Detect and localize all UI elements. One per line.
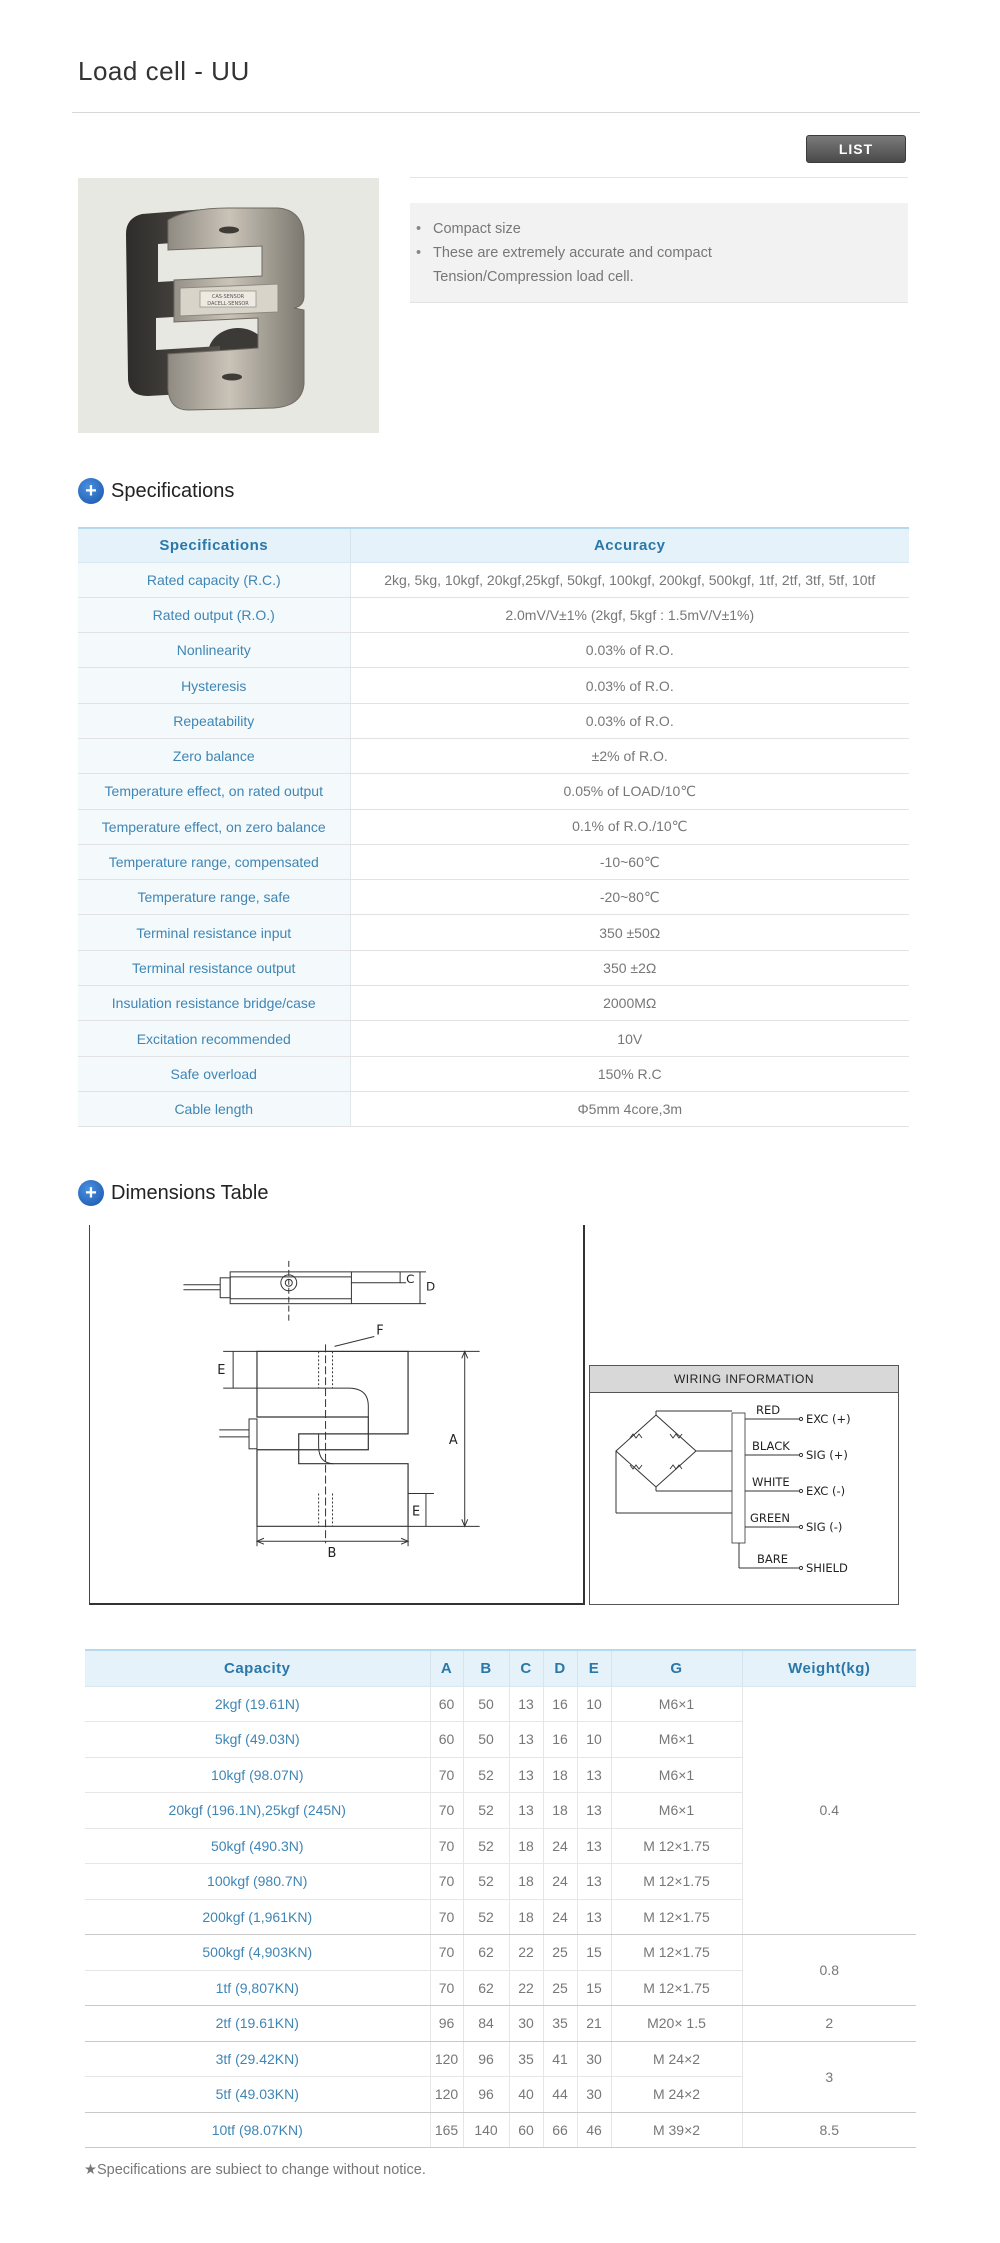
dimension-cell: 70 (430, 1864, 463, 1900)
intro-bullet-cont: Tension/Compression load cell. (433, 269, 634, 285)
spec-row (78, 1091, 909, 1126)
dimension-cell: 13 (509, 1793, 543, 1829)
dimension-cell: 96 (463, 2041, 509, 2077)
info-top-rule (410, 177, 908, 178)
weight-cell: 2 (742, 2006, 916, 2042)
dimension-cell: 62 (463, 1935, 509, 1971)
dimension-cell: 60 (430, 1686, 463, 1722)
dimension-cell: M 39×2 (611, 2112, 742, 2148)
brand-text: DACELL·SENSOR (207, 301, 249, 307)
dimension-cell: 70 (430, 1899, 463, 1935)
spec-label: Hysteresis (78, 668, 350, 703)
dimension-label: D (425, 1279, 436, 1294)
dimension-cell: 60 (509, 2112, 543, 2148)
spec-row (78, 809, 909, 844)
wire-color: RED (756, 1403, 781, 1417)
capacity-cell: 3tf (29.42KN) (85, 2041, 430, 2077)
dimension-cell: 40 (509, 2077, 543, 2113)
weight-cell: 0.8 (742, 1935, 916, 2006)
dimension-label: B (327, 1546, 337, 1562)
spec-value: 0.03% of R.O. (350, 668, 909, 703)
intro-box (410, 203, 908, 303)
wire-color: GREEN (750, 1511, 791, 1525)
capacity-cell: 2tf (19.61KN) (85, 2006, 430, 2042)
dimension-cell: 62 (463, 1970, 509, 2006)
dimension-cell: 30 (577, 2077, 611, 2113)
dimension-cell: 84 (463, 2006, 509, 2042)
section-heading-dimensions (78, 1179, 269, 1207)
capacity-cell: 10kgf (98.07N) (85, 1757, 430, 1793)
spec-row (78, 668, 909, 703)
spec-value: 2kg, 5kg, 10kgf, 20kgf,25kgf, 50kgf, 100kgf, 200kgf, 500kgf, 1tf, 2tf, 3tf, 5tf, 10tf (350, 562, 909, 597)
dimension-cell: M6×1 (611, 1686, 742, 1722)
spec-label: Temperature effect, on zero balance (78, 809, 350, 844)
dimension-cell: 96 (430, 2006, 463, 2042)
capacity-cell: 5kgf (49.03N) (85, 1722, 430, 1758)
wire-color: WHITE (752, 1475, 790, 1489)
capacity-row (85, 1686, 916, 1722)
capacity-cell: 1tf (9,807KN) (85, 1970, 430, 2006)
spec-label: Terminal resistance input (78, 915, 350, 950)
wiring-information (589, 1365, 899, 1605)
spec-label: Nonlinearity (78, 633, 350, 668)
spec-value: Φ5mm 4core,3m (350, 1091, 909, 1126)
dimension-cell: 96 (463, 2077, 509, 2113)
capacity-row (85, 2112, 916, 2148)
dimension-cell: M 12×1.75 (611, 1864, 742, 1900)
wire-color: BARE (757, 1552, 789, 1566)
weight-cell: 3 (742, 2041, 916, 2112)
dimension-cell: 24 (543, 1864, 577, 1900)
intro-bullet: • These are extremely accurate and compact Tension/Compression load cell. (413, 241, 908, 289)
wire-signal: SIG (+) (806, 1448, 848, 1462)
dimension-cell: 35 (543, 2006, 577, 2042)
spec-label: Safe overload (78, 1056, 350, 1091)
column-header: B (463, 1650, 509, 1686)
wire-signal: EXC (+) (806, 1412, 851, 1426)
dimension-cell: 15 (577, 1935, 611, 1971)
intro-bullet: • Compact size (413, 217, 908, 241)
wire-signal: SHIELD (806, 1561, 848, 1575)
capacity-cell: 200kgf (1,961KN) (85, 1899, 430, 1935)
spec-value: 2000MΩ (350, 986, 909, 1021)
plus-icon: + (78, 478, 104, 504)
dimension-cell: 18 (543, 1757, 577, 1793)
spec-row (78, 1021, 909, 1056)
spec-value: 0.05% of LOAD/10℃ (350, 774, 909, 809)
dimension-cell: 13 (577, 1899, 611, 1935)
dimension-cell: 30 (509, 2006, 543, 2042)
dimension-cell: M6×1 (611, 1757, 742, 1793)
dimension-cell: 44 (543, 2077, 577, 2113)
dimension-cell: 13 (509, 1686, 543, 1722)
dimension-cell: 13 (577, 1864, 611, 1900)
spec-value: 350 ±50Ω (350, 915, 909, 950)
spec-value: 0.1% of R.O./10℃ (350, 809, 909, 844)
dimension-cell: 18 (543, 1793, 577, 1829)
dimension-cell: 13 (577, 1793, 611, 1829)
dimension-cell: 10 (577, 1722, 611, 1758)
list-button[interactable]: LIST (806, 135, 906, 163)
spec-row (78, 633, 909, 668)
dimension-cell: 16 (543, 1722, 577, 1758)
dimension-cell: 120 (430, 2041, 463, 2077)
weight-cell: 8.5 (742, 2112, 916, 2148)
spec-row (78, 1056, 909, 1091)
dimension-cell: M 12×1.75 (611, 1935, 742, 1971)
column-header: Specifications (78, 528, 350, 562)
dimension-cell: 50 (463, 1722, 509, 1758)
weight-cell: 0.4 (742, 1686, 916, 1935)
dimension-label: E (217, 1363, 226, 1379)
dimension-cell: 21 (577, 2006, 611, 2042)
wire-color: BLACK (752, 1439, 790, 1453)
spec-value: 150% R.C (350, 1056, 909, 1091)
dimension-cell: 52 (463, 1793, 509, 1829)
dimension-cell: M 12×1.75 (611, 1828, 742, 1864)
spec-label: Excitation recommended (78, 1021, 350, 1056)
spec-value: 0.03% of R.O. (350, 633, 909, 668)
dimension-cell: 52 (463, 1899, 509, 1935)
dimension-cell: 15 (577, 1970, 611, 2006)
dimension-cell: 52 (463, 1828, 509, 1864)
column-header: Accuracy (350, 528, 909, 562)
dimension-cell: 35 (509, 2041, 543, 2077)
dimension-cell: M20× 1.5 (611, 2006, 742, 2042)
section-heading-specifications (78, 477, 234, 505)
spec-row (78, 562, 909, 597)
section-title: Dimensions Table (111, 1181, 269, 1204)
spec-label: Cable length (78, 1091, 350, 1126)
spec-label: Temperature effect, on rated output (78, 774, 350, 809)
page-title: Load cell - UU (78, 56, 250, 86)
dimension-cell: 22 (509, 1970, 543, 2006)
dimension-cell: 13 (577, 1757, 611, 1793)
dimension-cell: 52 (463, 1864, 509, 1900)
dimension-cell: 18 (509, 1864, 543, 1900)
dimension-cell: M 24×2 (611, 2041, 742, 2077)
spec-label: Temperature range, compensated (78, 844, 350, 879)
column-header: G (611, 1650, 742, 1686)
dimension-cell: 25 (543, 1970, 577, 2006)
dimension-cell: 13 (509, 1757, 543, 1793)
dimension-label: A (448, 1432, 458, 1448)
dimension-cell: 41 (543, 2041, 577, 2077)
title-divider (72, 112, 920, 113)
dimension-cell: 16 (543, 1686, 577, 1722)
column-header: A (430, 1650, 463, 1686)
spec-row (78, 880, 909, 915)
capacity-table (85, 1649, 916, 2148)
dimension-cell: 24 (543, 1899, 577, 1935)
spec-row (78, 597, 909, 632)
spec-label: Repeatability (78, 703, 350, 738)
spec-row (78, 738, 909, 773)
dimension-cell: 66 (543, 2112, 577, 2148)
dimension-cell: 70 (430, 1828, 463, 1864)
spec-label: Rated capacity (R.C.) (78, 562, 350, 597)
column-header: D (543, 1650, 577, 1686)
wire-signal: SIG (-) (806, 1520, 843, 1534)
spec-value: -10~60℃ (350, 844, 909, 879)
plus-icon: + (78, 1180, 104, 1206)
wiring-title: WIRING INFORMATION (590, 1366, 898, 1393)
dimension-cell: M 12×1.75 (611, 1899, 742, 1935)
dimension-cell: 18 (509, 1899, 543, 1935)
spec-label: Zero balance (78, 738, 350, 773)
spec-label: Terminal resistance output (78, 950, 350, 985)
spec-value: -20~80℃ (350, 880, 909, 915)
spec-row (78, 844, 909, 879)
spec-value: 2.0mV/V±1% (2kgf, 5kgf : 1.5mV/V±1%) (350, 597, 909, 632)
dimension-cell: 13 (577, 1828, 611, 1864)
capacity-cell: 20kgf (196.1N),25kgf (245N) (85, 1793, 430, 1829)
dimension-cell: M6×1 (611, 1722, 742, 1758)
section-title: Specifications (111, 479, 235, 502)
dimension-cell: M 24×2 (611, 2077, 742, 2113)
capacity-row (85, 1935, 916, 1971)
dimension-cell: 140 (463, 2112, 509, 2148)
dimension-cell: 165 (430, 2112, 463, 2148)
wire-signal: EXC (-) (806, 1484, 846, 1498)
column-header: E (577, 1650, 611, 1686)
capacity-cell: 50kgf (490.3N) (85, 1828, 430, 1864)
dimension-label: F (376, 1323, 384, 1339)
product-photo (78, 178, 379, 433)
column-header: Capacity (85, 1650, 430, 1686)
spec-value: 0.03% of R.O. (350, 703, 909, 738)
capacity-cell: 500kgf (4,903KN) (85, 1935, 430, 1971)
dimension-cell: 120 (430, 2077, 463, 2113)
dimension-cell: M 12×1.75 (611, 1970, 742, 2006)
dimension-drawing (89, 1225, 585, 1605)
spec-value: 10V (350, 1021, 909, 1056)
dimension-cell: 70 (430, 1757, 463, 1793)
footnote: ★Specifications are subiect to change without notice. (84, 2162, 426, 2178)
dimension-label: C (406, 1271, 415, 1286)
capacity-cell: 100kgf (980.7N) (85, 1864, 430, 1900)
dimension-cell: 60 (430, 1722, 463, 1758)
dimension-cell: 24 (543, 1828, 577, 1864)
dimension-cell: 30 (577, 2041, 611, 2077)
column-header: Weight(kg) (742, 1650, 916, 1686)
spec-label: Temperature range, safe (78, 880, 350, 915)
dimension-cell: 46 (577, 2112, 611, 2148)
capacity-row (85, 2006, 916, 2042)
spec-row (78, 774, 909, 809)
spec-label: Insulation resistance bridge/case (78, 986, 350, 1021)
dimension-cell: 10 (577, 1686, 611, 1722)
capacity-cell: 5tf (49.03KN) (85, 2077, 430, 2113)
spec-row (78, 950, 909, 985)
spec-value: 350 ±2Ω (350, 950, 909, 985)
dimension-cell: 70 (430, 1935, 463, 1971)
spec-label: Rated output (R.O.) (78, 597, 350, 632)
specifications-table (78, 527, 909, 1127)
dimension-cell: 18 (509, 1828, 543, 1864)
nameplate-text: CAS·SENSOR (211, 294, 245, 300)
capacity-cell: 10tf (98.07KN) (85, 2112, 430, 2148)
spec-value: ±2% of R.O. (350, 738, 909, 773)
dimension-cell: 22 (509, 1935, 543, 1971)
dimension-cell: 52 (463, 1757, 509, 1793)
dimension-cell: 25 (543, 1935, 577, 1971)
spec-row (78, 986, 909, 1021)
dimension-cell: 50 (463, 1686, 509, 1722)
spec-row (78, 915, 909, 950)
capacity-row (85, 2041, 916, 2077)
dimension-cell: 70 (430, 1793, 463, 1829)
dimension-cell: M6×1 (611, 1793, 742, 1829)
column-header: C (509, 1650, 543, 1686)
dimension-cell: 70 (430, 1970, 463, 2006)
dimension-cell: 13 (509, 1722, 543, 1758)
capacity-cell: 2kgf (19.61N) (85, 1686, 430, 1722)
dimension-label: E (412, 1504, 421, 1520)
spec-row (78, 703, 909, 738)
